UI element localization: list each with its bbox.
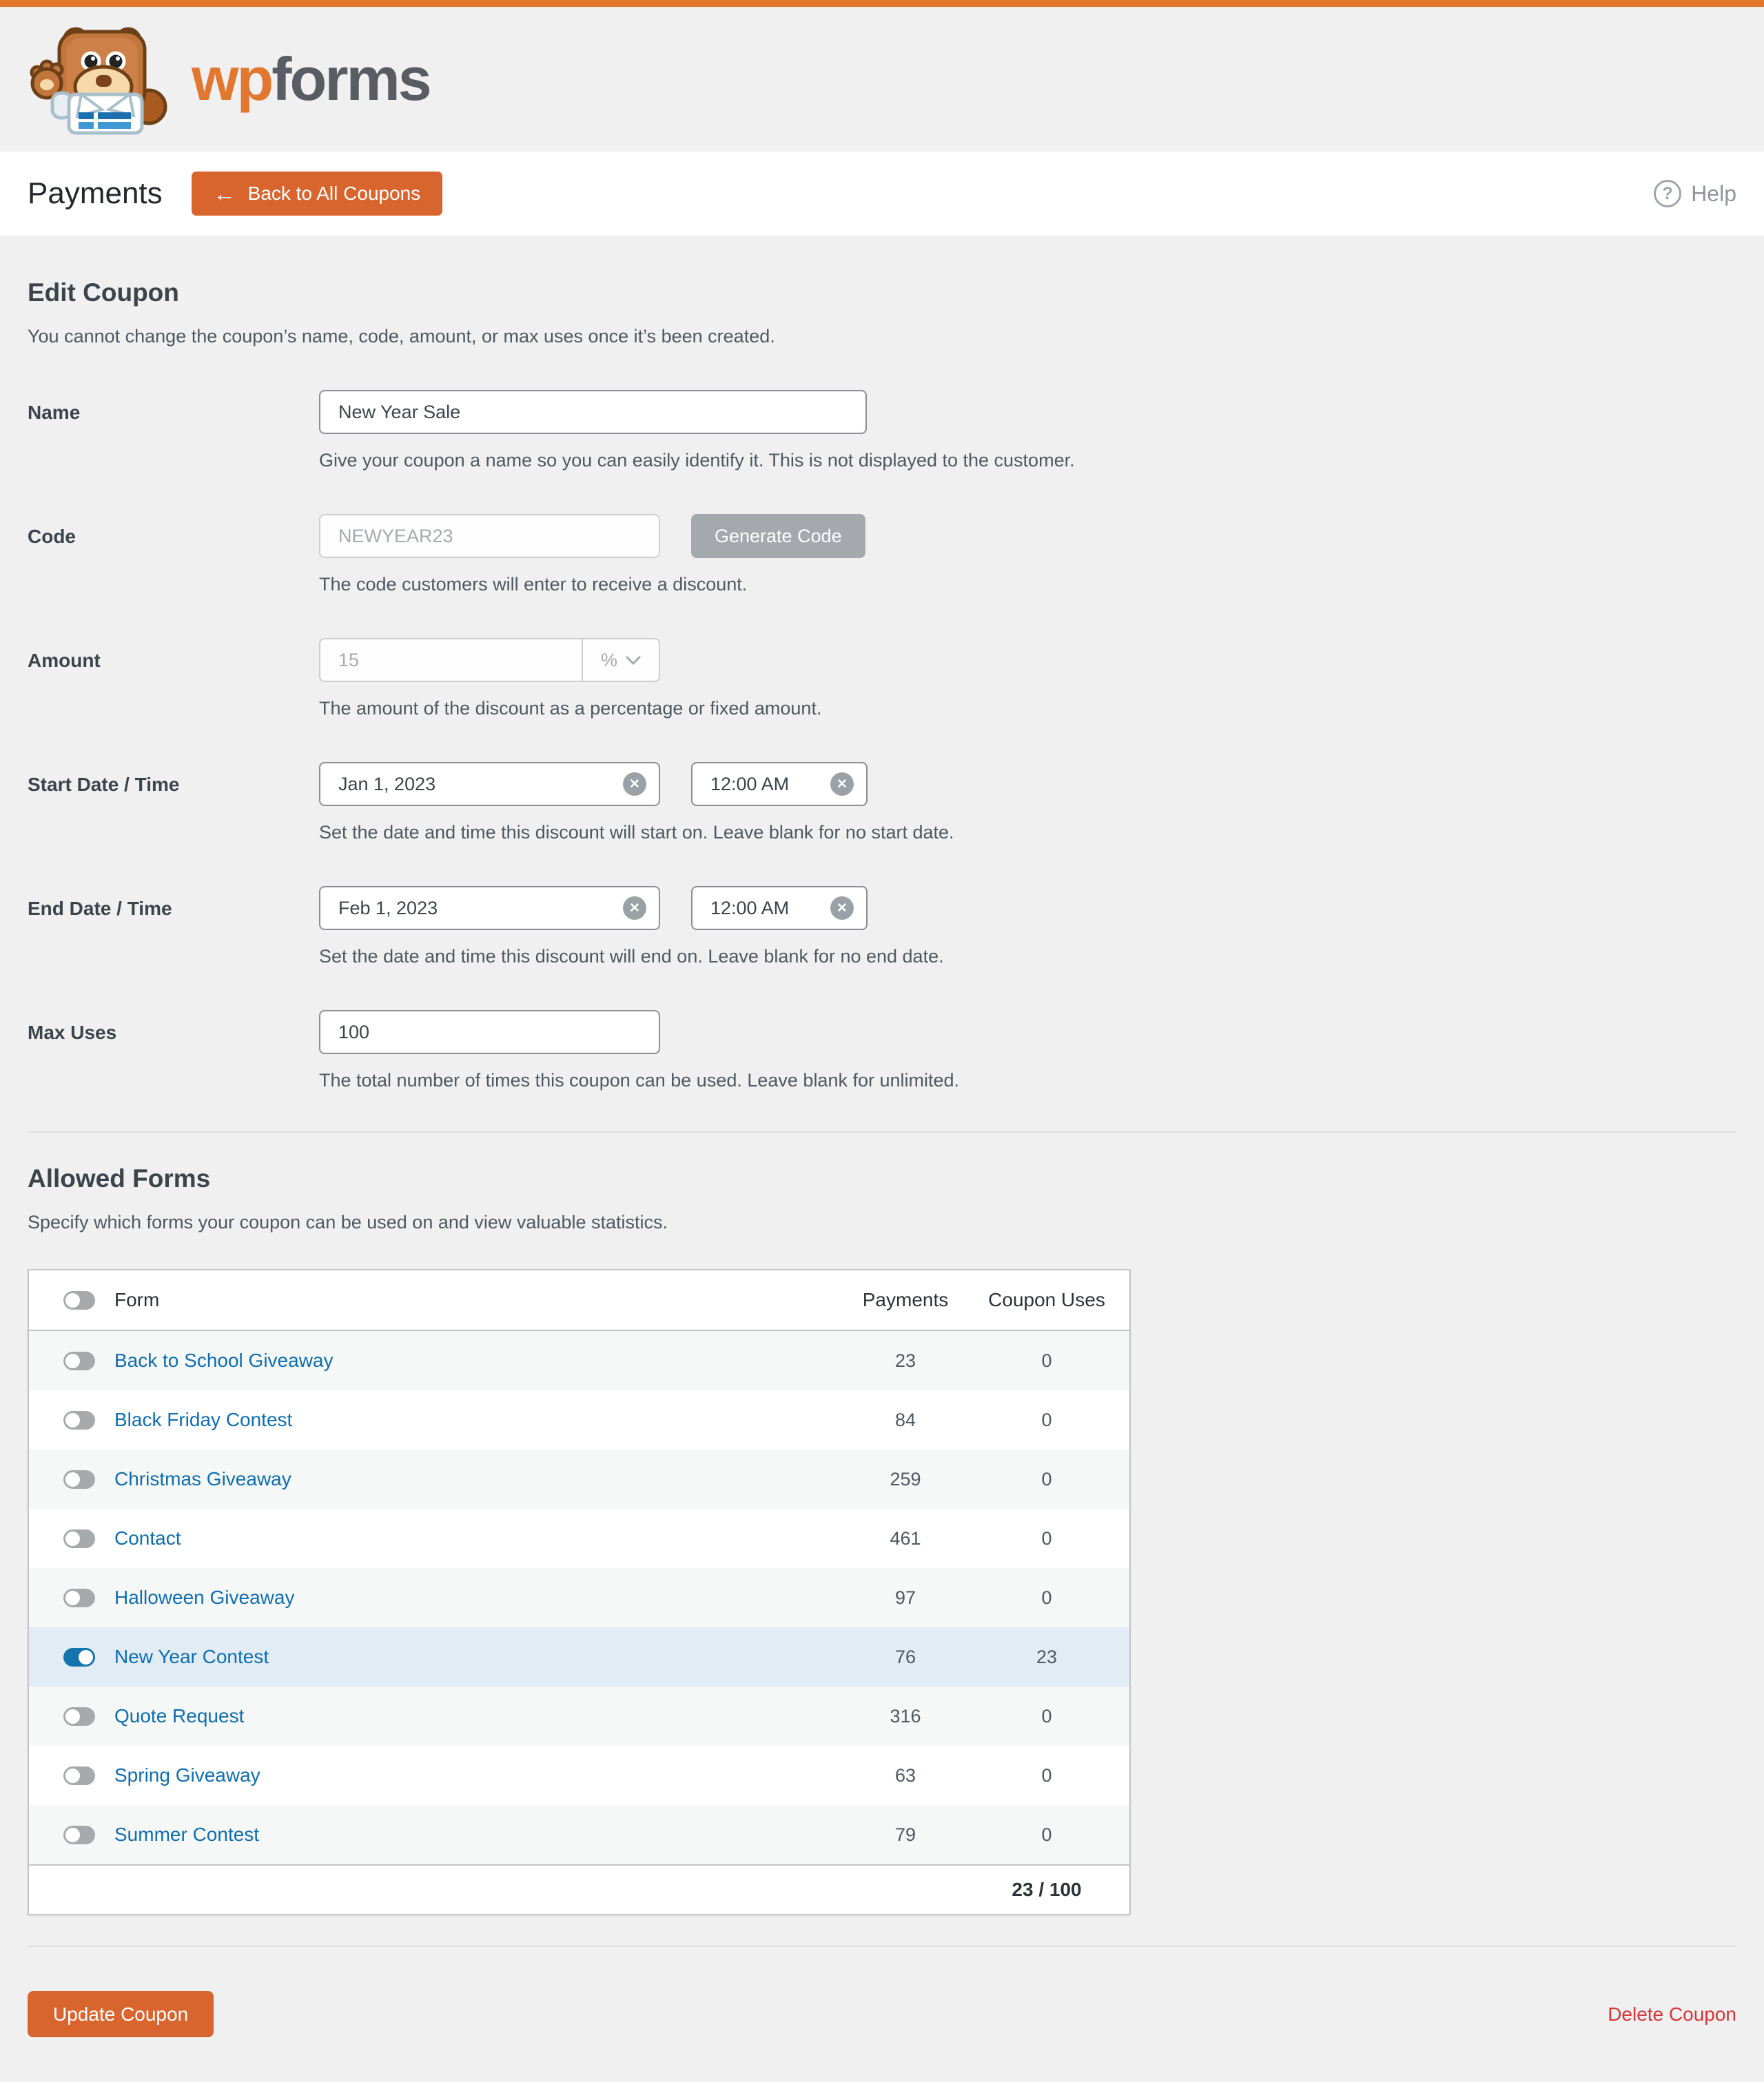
edit-coupon-description: You cannot change the coupon’s name, code, amount, or max uses once it’s been created. <box>28 326 775 347</box>
payments-column-header: Payments <box>862 1289 949 1310</box>
start-helper: Set the date and time this discount will start on. Leave blank for no start date. <box>319 822 954 843</box>
form-link[interactable]: Black Friday Contest <box>114 1409 293 1430</box>
form-payments-count: 259 <box>890 1468 921 1490</box>
form-payments-count: 84 <box>894 1409 916 1430</box>
amount-input <box>320 639 582 681</box>
amount-unit-value: % <box>600 649 617 670</box>
code-label: Code <box>28 526 76 547</box>
form-coupon-uses-count: 0 <box>1041 1350 1052 1371</box>
form-coupon-uses-count: 23 <box>1036 1646 1058 1667</box>
page-title: Payments <box>28 176 163 210</box>
field-row-name <box>28 390 1736 471</box>
form-payments-count: 97 <box>894 1587 916 1608</box>
field-row-code <box>28 514 1736 595</box>
wpforms-mascot-icon <box>28 23 174 136</box>
amount-unit-select <box>582 639 659 681</box>
allowed-forms-heading: Allowed Forms <box>28 1164 211 1193</box>
form-toggle[interactable] <box>63 1470 95 1489</box>
form-toggle[interactable] <box>63 1589 95 1607</box>
forms-table-row <box>29 1568 1129 1627</box>
allowed-forms-description: Specify which forms your coupon can be used on and view valuable statistics. <box>28 1212 668 1233</box>
code-input <box>319 514 660 558</box>
form-toggle[interactable] <box>63 1766 95 1785</box>
page-footer <box>28 1991 1736 2037</box>
form-payments-count: 63 <box>894 1764 916 1786</box>
coupon-uses-column-header: Coupon Uses <box>988 1289 1105 1310</box>
name-input[interactable] <box>319 390 867 434</box>
form-coupon-uses-count: 0 <box>1041 1587 1052 1608</box>
wordmark-forms: forms <box>271 45 430 113</box>
help-link[interactable] <box>1654 180 1736 207</box>
generate-code-button: Generate Code <box>691 514 865 558</box>
max-uses-input[interactable] <box>319 1010 660 1054</box>
form-payments-count: 76 <box>894 1646 916 1667</box>
form-link[interactable]: Contact <box>114 1527 181 1549</box>
main-content <box>0 278 1764 2068</box>
form-link[interactable]: Summer Contest <box>114 1824 260 1845</box>
form-coupon-uses-count: 0 <box>1041 1824 1052 1845</box>
name-helper: Give your coupon a name so you can easily identify it. This is not displayed to the customer. <box>319 450 1075 471</box>
form-payments-count: 23 <box>894 1350 916 1371</box>
forms-table-header <box>29 1270 1129 1331</box>
field-row-start <box>28 762 1736 843</box>
start-date-input[interactable] <box>319 762 660 806</box>
form-toggle[interactable] <box>63 1411 95 1430</box>
forms-table-row <box>29 1687 1129 1746</box>
help-question-icon: ? <box>1654 180 1681 207</box>
form-link[interactable]: Christmas Giveaway <box>114 1468 291 1490</box>
forms-table-row <box>29 1331 1129 1390</box>
forms-table-row <box>29 1746 1129 1805</box>
start-time-clear-icon[interactable]: ✕ <box>830 772 854 796</box>
chevron-down-icon <box>626 656 641 665</box>
forms-table-row <box>29 1627 1129 1687</box>
forms-table-row <box>29 1390 1129 1450</box>
toggle-all-forms[interactable] <box>63 1291 95 1310</box>
end-date-input[interactable] <box>319 886 660 930</box>
back-button-label: Back to All Coupons <box>247 183 421 204</box>
form-toggle[interactable] <box>63 1648 95 1667</box>
wordmark-wp: wp <box>192 45 272 113</box>
max-uses-label: Max Uses <box>28 1022 117 1043</box>
form-coupon-uses-count: 0 <box>1041 1764 1052 1786</box>
form-payments-count: 461 <box>890 1527 921 1549</box>
page-toolbar <box>0 152 1764 236</box>
end-date-clear-icon[interactable]: ✕ <box>623 896 646 920</box>
section-divider <box>28 1131 1736 1133</box>
wpforms-wordmark <box>192 45 430 113</box>
form-column-header: Form <box>114 1289 160 1310</box>
end-helper: Set the date and time this discount will end on. Leave blank for no end date. <box>319 946 944 967</box>
forms-table-body <box>29 1331 1129 1864</box>
form-coupon-uses-count: 0 <box>1041 1468 1052 1490</box>
code-helper: The code customers will enter to receive a discount. <box>319 574 748 595</box>
forms-table-row <box>29 1450 1129 1509</box>
form-coupon-uses-count: 0 <box>1041 1705 1052 1727</box>
form-link[interactable]: Halloween Giveaway <box>114 1587 295 1608</box>
forms-table-footer <box>29 1864 1129 1914</box>
delete-coupon-link[interactable]: Delete Coupon <box>1608 2003 1736 2025</box>
end-label: End Date / Time <box>28 898 172 919</box>
name-label: Name <box>28 402 81 423</box>
max-uses-helper: The total number of times this coupon can be used. Leave blank for unlimited. <box>319 1070 960 1091</box>
form-toggle[interactable] <box>63 1707 95 1726</box>
form-link[interactable]: Back to School Giveaway <box>114 1350 334 1371</box>
form-link[interactable]: Quote Request <box>114 1705 245 1727</box>
form-coupon-uses-count: 0 <box>1041 1527 1052 1549</box>
form-toggle[interactable] <box>63 1826 95 1844</box>
help-label: Help <box>1691 181 1736 206</box>
field-row-amount <box>28 638 1736 719</box>
forms-table-row <box>29 1805 1129 1864</box>
back-arrow-icon: ← <box>213 181 236 206</box>
form-link[interactable]: Spring Giveaway <box>114 1764 260 1786</box>
end-time-clear-icon[interactable]: ✕ <box>830 896 854 920</box>
brand-header <box>0 7 1764 152</box>
form-payments-count: 79 <box>894 1824 916 1845</box>
amount-helper: The amount of the discount as a percentage or fixed amount. <box>319 698 822 719</box>
start-date-clear-icon[interactable]: ✕ <box>623 772 646 796</box>
form-link[interactable]: New Year Contest <box>114 1646 269 1667</box>
form-coupon-uses-count: 0 <box>1041 1409 1052 1430</box>
allowed-forms-table <box>28 1269 1131 1915</box>
form-toggle[interactable] <box>63 1352 95 1370</box>
accent-topbar <box>0 0 1764 7</box>
form-toggle[interactable] <box>63 1529 95 1548</box>
coupon-uses-total: 23 / 100 <box>1012 1879 1082 1900</box>
form-payments-count: 316 <box>890 1705 921 1727</box>
field-row-end <box>28 886 1736 967</box>
back-to-all-coupons-button[interactable] <box>192 172 443 216</box>
field-row-max-uses <box>28 1010 1736 1091</box>
footer-divider <box>28 1946 1736 1947</box>
edit-coupon-heading: Edit Coupon <box>28 278 179 307</box>
update-coupon-button[interactable]: Update Coupon <box>28 1991 214 2037</box>
amount-group <box>319 638 660 682</box>
start-label: Start Date / Time <box>28 774 180 795</box>
forms-table-row <box>29 1509 1129 1568</box>
amount-label: Amount <box>28 650 101 671</box>
